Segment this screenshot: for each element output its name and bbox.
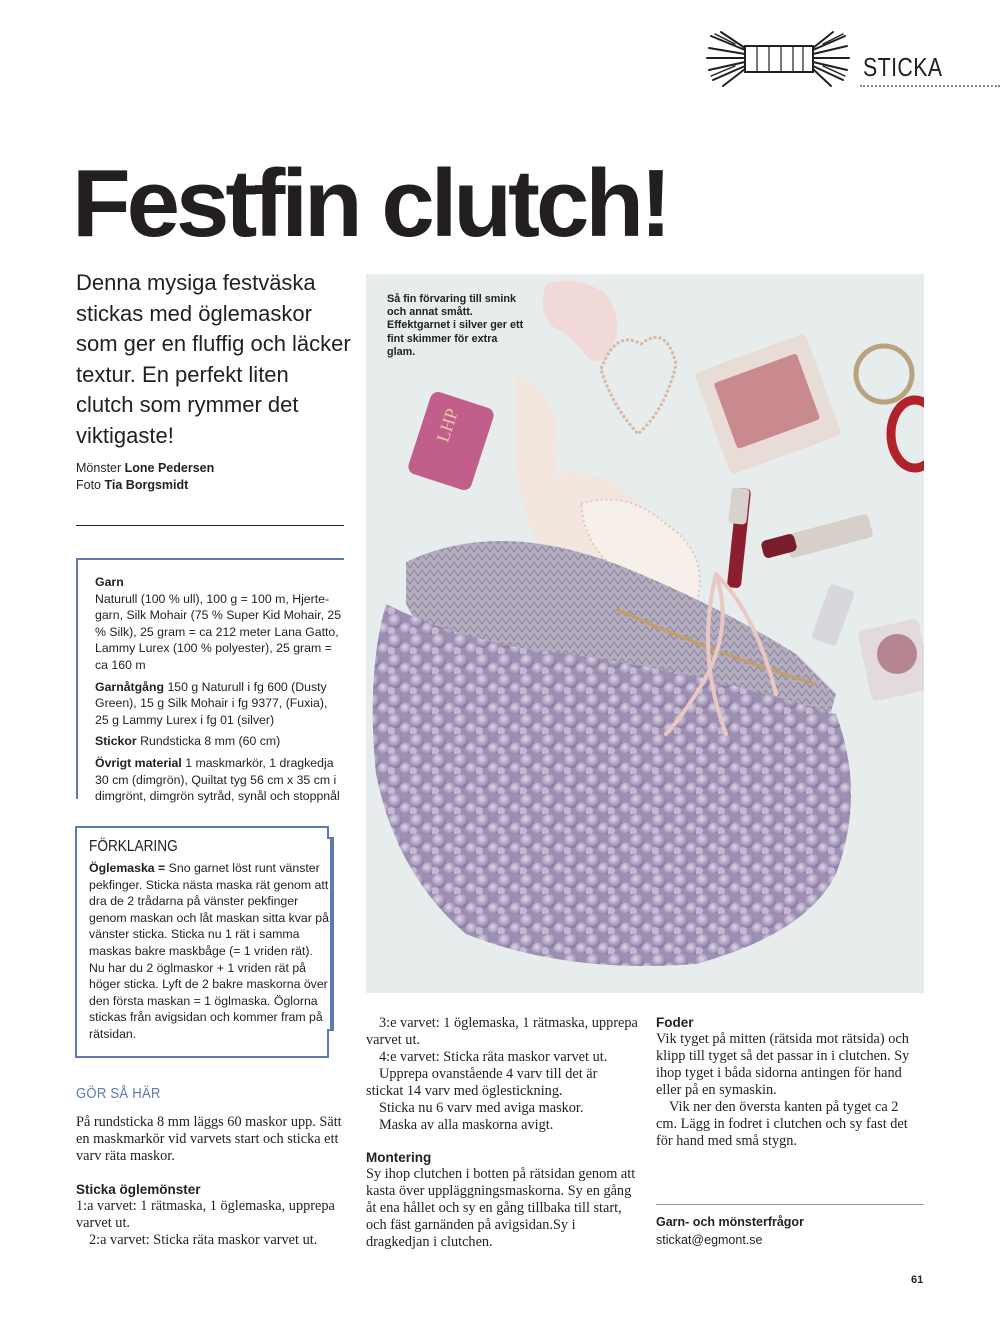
pattern-credit-name: Lone Pedersen [124,461,215,475]
materials-ovrigt [95,755,344,805]
materials-stickor [95,733,344,750]
row-2-text: 2:a varvet: Sticka räta maskor varvet ut. [89,1232,318,1248]
bind-off-text: Maska av alla maskorna avigt. [379,1117,554,1133]
page-title: Festfin clutch! [72,150,669,257]
explanation-body: Sno garnet löst runt vänster pekfinger. Sticka nästa maska rät genom att dra de 2 trådarna på vänster pekfinger genom maskan och låt maskan sitta kvar på vänster sticka. Sticka nu 1 rät i samma maskas bakre maskbåge (= 1 vriden rät). Nu har du 2 öglmaskor + 1 vriden rät på höger sticka. Lyft de 2 bakre maskorna över den första maskan = 1 öglmaska. Öglorna stickas från avigsidan och kommer fram på rätsidan. [89,861,329,1041]
instructions-heading: GÖR SÅ HÄR [76,1086,161,1102]
garnatgang-text: 150 g Naturull i fg 600 (Dusty Green), 15 g Silk Mohair i fg 9377, (Fuxia), 25 g Lammy Lurex i fg 01 (silver) [95,679,328,727]
photo-credit-name: Tia Borgsmidt [104,478,189,492]
stickor-text: Rundsticka 8 mm (60 cm) [140,734,281,749]
section-divider [860,85,1000,87]
row-1-text: 1:a varvet: 1 rätmaska, 1 öglemaska, upprepa varvet ut. [76,1198,335,1231]
stickor-label: Stickor [95,734,137,749]
intro-text: Denna mysiga festväska stickas med öglemaskor som ger en fluffig och läcker textur. En perfekt liten clutch som rymmer det viktigaste! [76,270,351,448]
clutch-illustration [366,274,924,993]
ovrigt-text: 1 maskmarkör, 1 dragkedja 30 cm (dimgrön), Quiltat tyg 56 cm x 35 cm i dimgrönt, dimgrön sytråd, synål och stoppnål [95,755,340,804]
page-number: 61 [911,1274,924,1286]
section-label: STICKA [863,52,943,82]
loop-pattern-heading: Sticka öglemönster [76,1182,201,1197]
photo-credit-label: Foto [76,478,102,492]
compact-monogram: LHP [432,405,463,445]
contact-email[interactable]: stickat@egmont.se [656,1233,763,1247]
lining-text-1: Vik tyget på mitten (rätsida mot rätsida) och klipp till tyget så det passar in i clutchen. Sy ihop tyget i båda sidorna antingen för hand eller på en symaskin. [656,1031,910,1098]
photo-caption: Så fin förvaring till smink och annat smått. Effektgarnet i silver ger ett fint skimmer för extra glam. [387,293,524,358]
contact-divider [656,1204,924,1205]
materials-garnatgang [95,679,344,729]
assembly-text: Sy ihop clutchen i botten på rätsidan genom att kasta över uppläggningsmaskorna. Sy en gång åt ena hållet och sy en gång tillbaka till start, och fäst garnänden på avigsidan.Sy i dragkedjan i clutchen. [366,1166,636,1250]
garn-text: Naturull (100 % ull), 100 g = 100 m, Hjerte-garn, Silk Mohair (75 % Super Kid Mohair, 25 % Silk), 25 gram = ca 212 meter Lana Gatto, Lammy Lurex (100 % polyester), 25 gram = ca 160 m [95,591,342,672]
assembly-heading: Montering [366,1150,432,1165]
row-4-text: 4:e varvet: Sticka räta maskor varvet ut. [379,1049,608,1065]
instructions-column-1 [76,1114,348,1249]
cast-on-text: På rundsticka 8 mm läggs 60 maskor upp. Sätt en maskmarkör vid varvets start och sticka ett varv räta maskor. [76,1114,342,1164]
contact-heading: Garn- och mönsterfrågor [656,1215,804,1229]
garnatgang-label: Garnåtgång [95,679,165,694]
explanation-content [89,838,329,1043]
yarn-skein-icon [705,28,850,88]
ovrigt-label: Övrigt material [95,755,182,770]
materials-box [76,558,344,804]
credits [76,460,214,494]
section-header [705,24,1000,92]
product-photo [366,274,924,993]
intro-divider [76,525,344,526]
instructions-column-2 [366,1015,638,1251]
explanation-text [89,860,329,1043]
materials-garn [95,574,344,674]
explanation-box [75,826,357,1058]
instructions-column-3 [656,1014,916,1150]
explanation-title: FÖRKLARING [89,838,178,855]
explanation-term: Öglemaska = [89,861,166,875]
repeat-text: Upprepa ovanstående 4 varv till det är stickat 14 varv med öglestickning. [366,1066,598,1099]
lining-heading: Foder [656,1015,694,1030]
pattern-credit-label: Mönster [76,461,122,475]
garn-title: Garn [95,575,124,589]
purl-text: Sticka nu 6 varv med aviga maskor. [379,1100,584,1116]
row-3-text: 3:e varvet: 1 öglemaska, 1 rätmaska, upprepa varvet ut. [366,1015,638,1048]
lining-text-2: Vik ner den översta kanten på tyget ca 2 cm. Lägg in fodret i clutchen och sy fast det för hand med små stygn. [656,1099,908,1149]
